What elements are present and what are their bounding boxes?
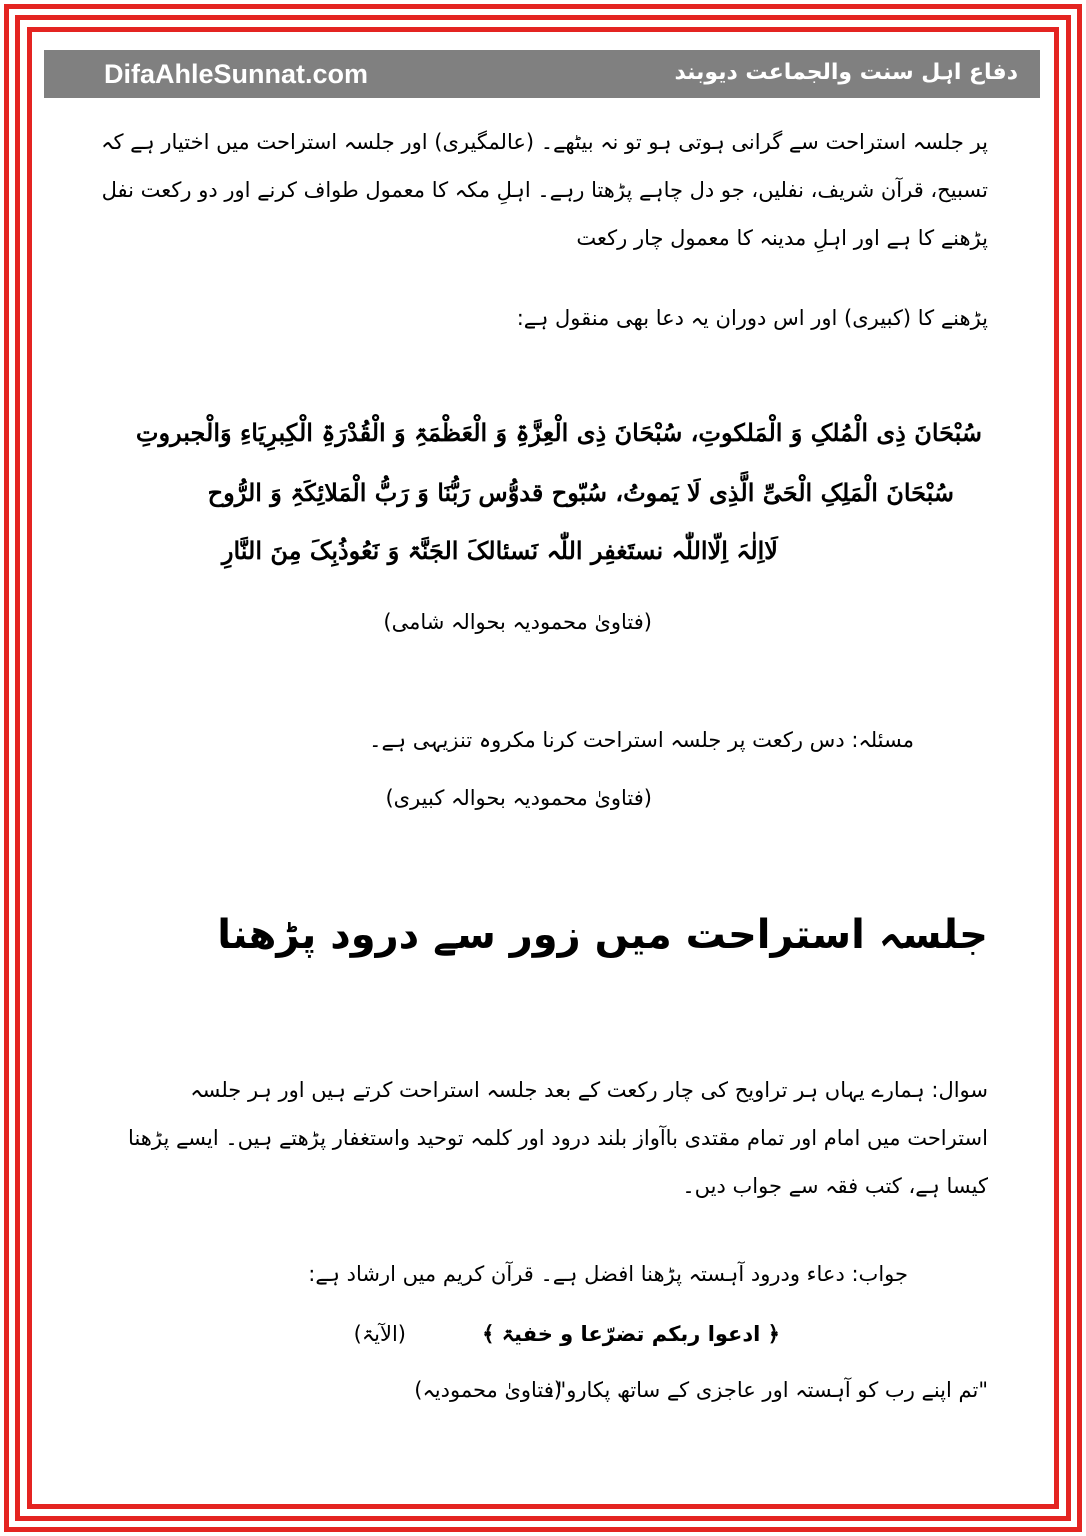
dua-line-2: سُبْحَانَ الْمَلِکِ الْحَیِّ الَّذِی لَا یَموتُ، سُبّوح قدوُّس رَبُّنَا وَ رَبُّ الْمَلائِکَۃِ وَ الرُّوح xyxy=(207,478,954,507)
reference-shami: (فتاویٰ محمودیہ بحوالہ شامی) xyxy=(383,610,652,634)
paragraph-dua-intro: پڑھنے کا (کبیری) اور اس دوران یہ دعا بھی منقول ہے: xyxy=(516,306,988,330)
masala-text: مسئلہ: دس رکعت پر جلسہ استراحت کرنا مکروہ تنزیہی ہے۔ xyxy=(369,728,914,752)
dua-line-3: لَااِلٰہَ اِلّااللّٰہ نستَغفِر اللّٰہ نَسئالکَ الجَنَّۃ وَ نَعُوذُبِکَ مِنَ النَّارِ xyxy=(221,536,778,565)
answer-text: جواب: دعاء ودرود آہستہ پڑھنا افضل ہے۔ قرآن کریم میں ارشاد ہے: xyxy=(308,1262,908,1286)
site-title: دفاع اہل سنت والجماعت دیوبند xyxy=(674,60,1018,85)
reference-mahmudiya: (فتاویٰ محمودیہ) xyxy=(414,1378,562,1402)
dua-line-1: سُبْحَانَ ذِی الْمُلکِ وَ الْمَلکوتِ، سُبْحَانَ ذِی الْعِزَّۃِ وَ الْعَظْمَۃِ وَ الْقُدْرَۃِ الْکِبرِیَاءِ وَالْجبروتِ xyxy=(135,418,982,447)
section-heading: جلسہ استراحت میں زور سے درود پڑھنا xyxy=(217,912,988,958)
translation-text: "تم اپنے رب کو آہستہ اور عاجزی کے ساتھ پکارو"۔ xyxy=(544,1378,988,1402)
header-bar xyxy=(44,50,1040,98)
site-url[interactable]: DifaAhleSunnat.com xyxy=(104,59,369,89)
question-text: سوال: ہمارے یہاں ہر تراویح کی چار رکعت کے بعد جلسہ استراحت کرتے ہیں اور ہر جلسہ استراحت میں امام اور تمام مقتدی باآواز بلند درود اور کلمہ توحید واستغفار پڑھتے ہیں۔ ایسے پڑھنا کیسا ہے، کتب فقہ سے جواب دیں۔ xyxy=(128,1078,988,1198)
ayah-text: ﴿ ادعوا ربکم تضرّعا و خفیۃ ﴾ xyxy=(482,1322,780,1346)
ayah-label: (الآیۃ) xyxy=(353,1322,406,1346)
reference-kabiri: (فتاویٰ محمودیہ بحوالہ کبیری) xyxy=(385,786,652,810)
paragraph-istirahat: پر جلسہ استراحت سے گرانی ہوتی ہو تو نہ بیٹھے۔ (عالمگیری) اور جلسہ استراحت میں اختیار ہے کہ تسبیح، قرآن شریف، نفلیں، جو دل چاہے پڑھتا رہے۔ اہلِ مکہ کا معمول طواف کرنے اور دو رکعت نفل پڑھنے کا ہے اور اہلِ مدینہ کا معمول چار رکعت xyxy=(101,130,988,250)
